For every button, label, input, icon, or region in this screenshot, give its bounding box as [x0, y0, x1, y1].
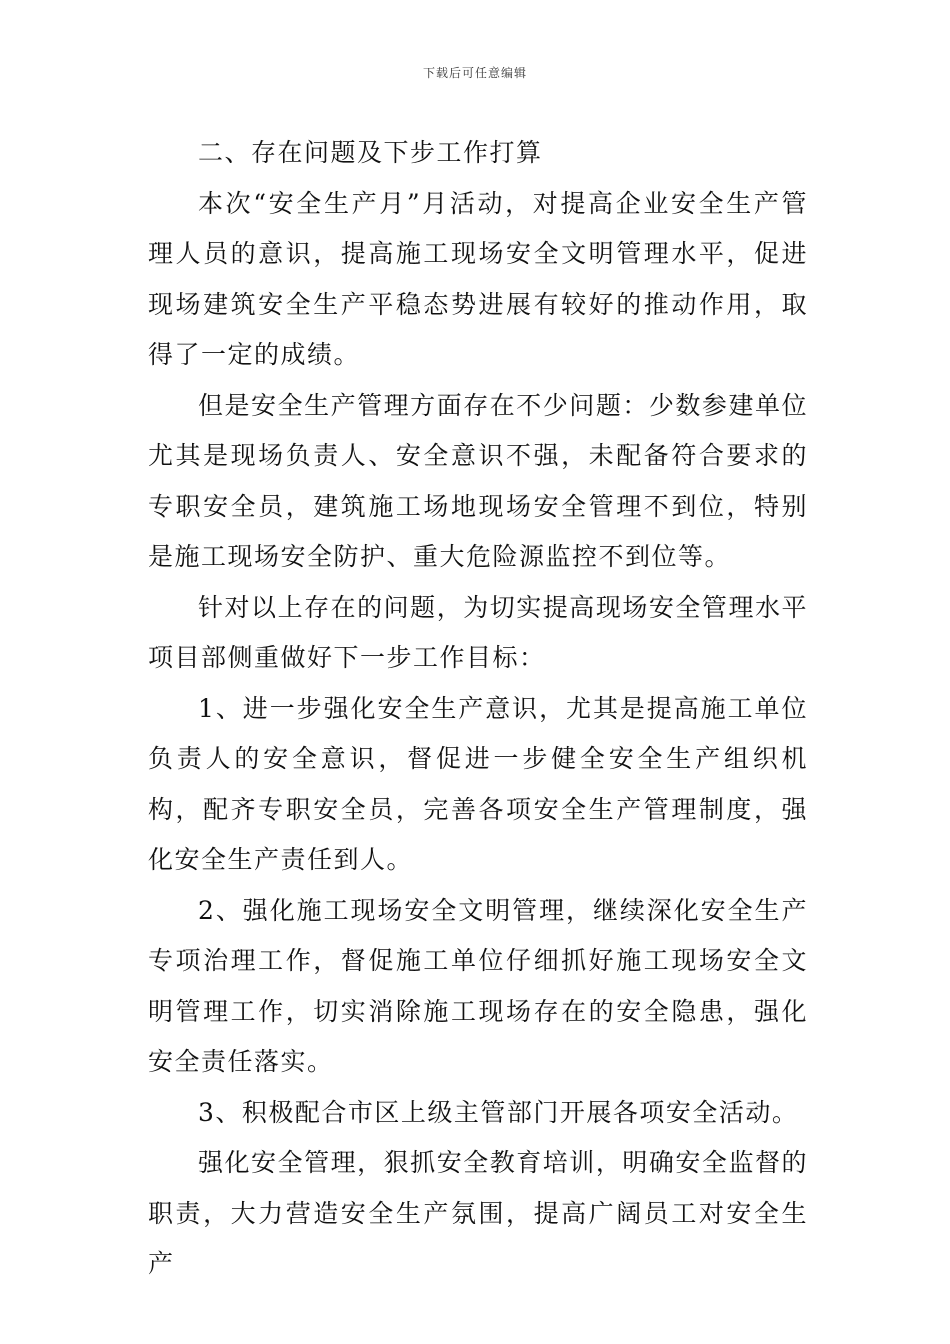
header-note: 下载后可任意编辑	[422, 66, 527, 80]
document-body	[148, 128, 808, 1290]
section-heading: 二、存在问题及下步工作打算	[198, 138, 543, 167]
paragraph-safety-management: 强化安全管理，狠抓安全教育培训，明确安全监督的职责，大力营造安全生产氛围，提高广阔员工对安全生产	[148, 1148, 808, 1278]
paragraph-problems: 但是安全生产管理方面存在不少问题：少数参建单位尤其是现场负责人、安全意识不强，未配备符合要求的专职安全员，建筑施工场地现场安全管理不到位，特别是施工现场安全防护、重大危险源监控不到位等。	[148, 390, 808, 571]
paragraph-targets-intro: 针对以上存在的问题，为切实提高现场安全管理水平项目部侧重做好下一步工作目标：	[148, 592, 808, 672]
list-item-1: 1、进一步强化安全生产意识，尤其是提高施工单位负责人的安全意识，督促进一步健全安全生产组织机构，配齐专职安全员，完善各项安全生产管理制度，强化安全生产责任到人。	[148, 693, 808, 874]
paragraph-activity-summary: 本次“安全生产月”月活动，对提高企业安全生产管理人员的意识，提高施工现场安全文明管理水平，促进现场建筑安全生产平稳态势进展有较好的推动作用，取得了一定的成绩。	[148, 188, 808, 369]
list-item-2: 2、强化施工现场安全文明管理，继续深化安全生产专项治理工作，督促施工单位仔细抓好施工现场安全文明管理工作，切实消除施工现场存在的安全隐患，强化安全责任落实。	[148, 895, 808, 1076]
list-item-3: 3、积极配合市区上级主管部门开展各项安全活动。	[198, 1097, 799, 1127]
